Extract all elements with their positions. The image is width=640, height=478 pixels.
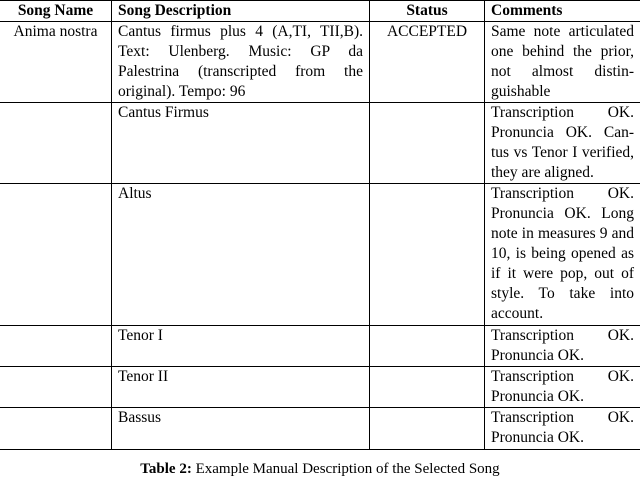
table-row: [0, 408, 640, 450]
status-cell: ACCEPTED: [370, 22, 485, 103]
song-description-cell: Cantus firmus plus 4 (A,TI, TII,B). Text: Ulenberg. Music: GP da Palestrina (transcripted from the original). Tempo: 96: [112, 22, 370, 103]
caption-label: Table 2:: [140, 461, 192, 477]
song-description-cell: Cantus Firmus: [112, 103, 370, 184]
status-cell: [370, 367, 485, 408]
song-description-cell: Tenor I: [112, 326, 370, 367]
header-comments: Comments: [485, 1, 640, 22]
song-name-cell: Anima nostra: [0, 22, 112, 103]
header-song-description: Song Description: [112, 1, 370, 22]
table-row: [0, 326, 640, 367]
table-row: [0, 184, 640, 326]
comments-cell: Same note articulated one behind the prior, not almost distin- guishable: [485, 22, 640, 103]
status-cell: [370, 326, 485, 367]
comments-cell: Transcription OK. Pronuncia OK.: [485, 408, 640, 450]
song-name-cell: [0, 367, 112, 408]
status-cell: [370, 408, 485, 450]
status-cell: [370, 184, 485, 326]
caption-text: Example Manual Description of the Selected Song: [196, 461, 500, 477]
comments-cell: Transcription OK. Pronuncia OK.: [485, 326, 640, 367]
comments-cell: Transcription OK. Pronuncia OK.: [485, 367, 640, 408]
status-cell: [370, 103, 485, 184]
song-name-cell: [0, 103, 112, 184]
table-row: [0, 103, 640, 184]
comments-cell: Transcription OK. Pronuncia OK. Can- tus vs Tenor I verified, they are aligned.: [485, 103, 640, 184]
table-header-row: [0, 1, 640, 22]
header-status: Status: [370, 1, 485, 22]
table-row: [0, 367, 640, 408]
header-song-name: Song Name: [0, 1, 112, 22]
song-name-cell: [0, 184, 112, 326]
song-name-cell: [0, 326, 112, 367]
song-description-cell: Tenor II: [112, 367, 370, 408]
song-name-cell: [0, 408, 112, 450]
comments-cell: Transcription OK. Pronuncia OK. Long note in measures 9 and 10, is being opened as if it were pop, out of style. To take into account.: [485, 184, 640, 326]
song-description-cell: Bassus: [112, 408, 370, 450]
table-row: [0, 22, 640, 103]
table-caption: [0, 460, 640, 478]
song-description-cell: Altus: [112, 184, 370, 326]
